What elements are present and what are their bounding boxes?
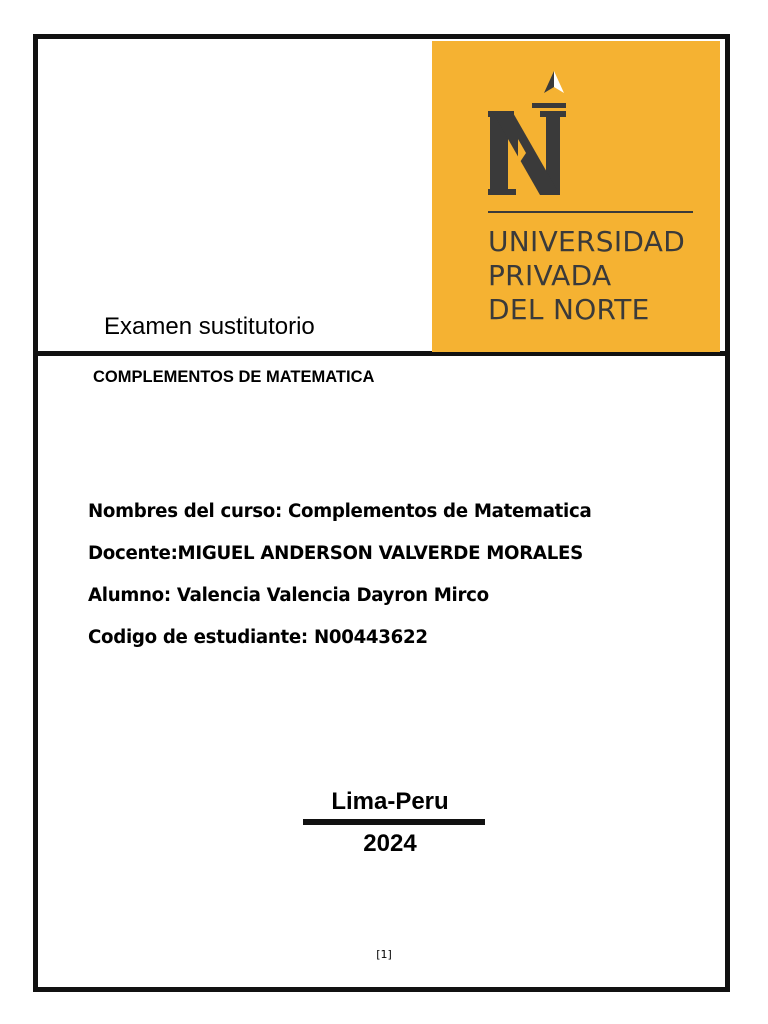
subject-heading: COMPLEMENTOS DE MATEMATICA bbox=[93, 368, 375, 386]
page-number: [1] bbox=[376, 948, 392, 961]
teacher-name: Docente:MIGUEL ANDERSON VALVERDE MORALES bbox=[88, 543, 583, 564]
upn-n-logo-icon bbox=[488, 69, 568, 209]
university-logo bbox=[432, 41, 720, 352]
logo-text-line-3: DEL NORTE bbox=[488, 293, 650, 326]
place-label: Lima-Peru bbox=[331, 788, 449, 815]
logo-text-line-2: PRIVADA bbox=[488, 259, 612, 292]
student-name: Alumno: Valencia Valencia Dayron Mirco bbox=[88, 585, 489, 606]
logo-text-line-1: UNIVERSIDAD bbox=[488, 225, 686, 258]
logo-divider bbox=[488, 211, 693, 213]
year-label: 2024 bbox=[363, 830, 417, 857]
student-code: Codigo de estudiante: N00443622 bbox=[88, 627, 428, 648]
exam-title: Examen sustitutorio bbox=[104, 313, 315, 340]
place-underline bbox=[303, 819, 485, 825]
course-name: Nombres del curso: Complementos de Matematica bbox=[88, 501, 592, 522]
